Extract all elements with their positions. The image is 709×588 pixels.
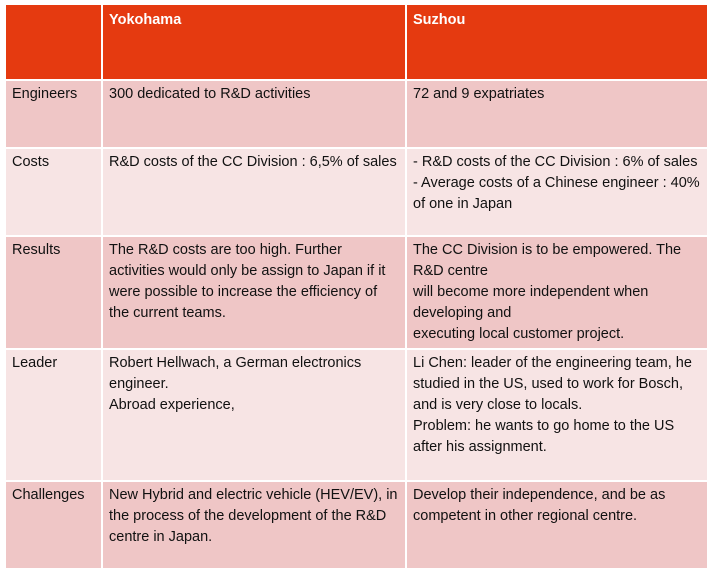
cell-challenges-suzhou xyxy=(406,481,708,569)
table-row-challenges xyxy=(5,481,708,569)
cell-text: - R&D costs of the CC Division : 6% of sales xyxy=(413,154,698,170)
cell-text: Develop their independence, and be as competent in other regional centre. xyxy=(413,487,666,524)
row-label-results: Results xyxy=(5,236,102,349)
header-suzhou: Suzhou xyxy=(406,4,708,80)
comparison-table xyxy=(4,3,709,570)
cell-text: The CC Division is to be empowered. The R&D centre xyxy=(413,242,682,279)
cell-results-yokohama xyxy=(102,236,406,349)
row-label-costs: Costs xyxy=(5,148,102,236)
cell-costs-yokohama xyxy=(102,148,406,236)
cell-leader-yokohama xyxy=(102,349,406,481)
cell-text: The R&D costs are too high. Further activities would only be assign to Japan if it were possible to increase the efficiency of the current teams. xyxy=(109,242,386,321)
cell-text: will become more independent when developing and xyxy=(413,284,649,321)
cell-costs-suzhou xyxy=(406,148,708,236)
table-row-results xyxy=(5,236,708,349)
cell-text: Problem: he wants to go home to the US after his assignment. xyxy=(413,418,675,455)
cell-leader-suzhou xyxy=(406,349,708,481)
cell-text: Li Chen: leader of the engineering team, he studied in the US, used to work for Bosch, and is very close to locals. xyxy=(413,355,692,413)
table-row-costs xyxy=(5,148,708,236)
cell-engineers-yokohama xyxy=(102,80,406,148)
cell-text: Abroad experience, xyxy=(109,397,235,413)
cell-results-suzhou xyxy=(406,236,708,349)
row-label-engineers: Engineers xyxy=(5,80,102,148)
row-label-leader: Leader xyxy=(5,349,102,481)
cell-text: Robert Hellwach, a German electronics engineer. xyxy=(109,355,362,392)
table-header-row xyxy=(5,4,708,80)
row-label-challenges: Challenges xyxy=(5,481,102,569)
table-row-leader xyxy=(5,349,708,481)
cell-text: executing local customer project. xyxy=(413,326,625,342)
header-corner-cell xyxy=(5,4,102,80)
cell-engineers-suzhou xyxy=(406,80,708,148)
table-row-engineers xyxy=(5,80,708,148)
cell-text: - Average costs of a Chinese engineer : 40% of one in Japan xyxy=(413,175,700,212)
cell-text: 300 dedicated to R&D activities xyxy=(109,86,311,102)
cell-text: 72 and 9 expatriates xyxy=(413,86,545,102)
cell-challenges-yokohama xyxy=(102,481,406,569)
header-yokohama: Yokohama xyxy=(102,4,406,80)
cell-text: New Hybrid and electric vehicle (HEV/EV), in the process of the development of the R&D centre in Japan. xyxy=(109,487,398,545)
cell-text: R&D costs of the CC Division : 6,5% of sales xyxy=(109,154,397,170)
